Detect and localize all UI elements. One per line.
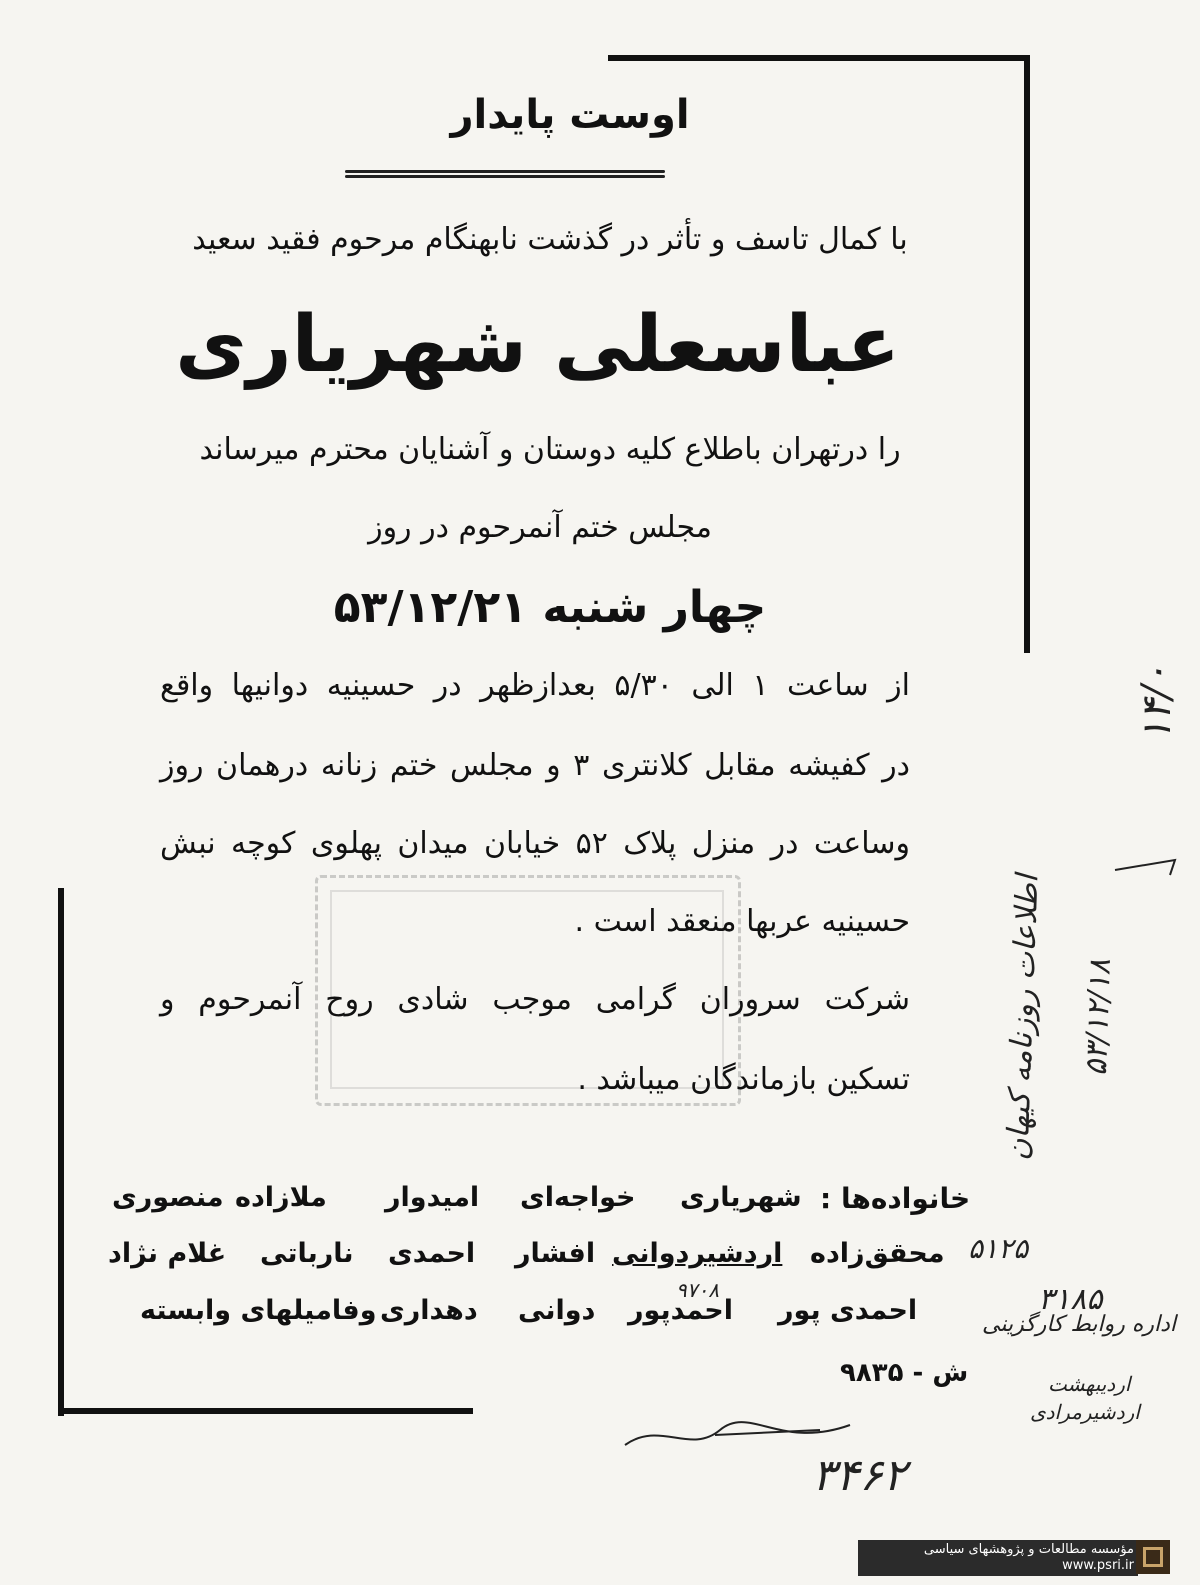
handwritten-scribble	[620, 1410, 860, 1460]
handwritten-number: ۹۷۰۸	[676, 1278, 719, 1302]
ad-code: ش - ۹۸۳۵	[840, 1358, 969, 1388]
handwritten-scribble	[1110, 840, 1180, 880]
family-name: غلام نژاد	[108, 1238, 227, 1269]
family-name: امیدوار	[385, 1182, 480, 1213]
frame-bottom-line	[58, 1408, 473, 1414]
handwritten-margin-number: ۱۴/۰	[1133, 664, 1180, 742]
deceased-name: عباسعلی شهریاری	[175, 300, 900, 390]
family-name: شهریاری	[680, 1182, 802, 1213]
body-line: از ساعت ۱ الی ۵/۳۰ بعدازظهر در حسینیه دوانیها واقع	[160, 668, 910, 703]
handwritten-date: ۵۳/۱۲/۱۸	[1078, 958, 1118, 1077]
notify-text: را درتهران باطلاع کلیه دوستان و آشنایان محترم میرساند	[199, 432, 901, 467]
family-name: منصوری	[112, 1182, 224, 1213]
family-name: محقق‌زاده	[810, 1238, 945, 1269]
handwritten-number: ۳۱۸۵	[1038, 1282, 1103, 1317]
institute-logo-icon	[1136, 1540, 1170, 1574]
handwritten-note: اطلاعات روزنامه کیهان	[1000, 874, 1046, 1161]
frame-top-line	[608, 55, 1030, 61]
handwritten-number: ۵۱۲۵	[968, 1232, 1029, 1265]
footer-institute: مؤسسه مطالعات و پژوهشهای سیاسی	[923, 1542, 1134, 1557]
intro-text: با کمال تاسف و تأثر در گذشت نابهنگام مرحوم فقید سعید	[192, 222, 908, 257]
family-name: دهداری	[380, 1295, 478, 1326]
family-name: احمدپور	[628, 1295, 734, 1326]
family-name: نارباتی	[260, 1238, 354, 1269]
family-name: دوانی	[518, 1295, 596, 1326]
handwritten-number: ۳۴۶۲	[812, 1450, 907, 1501]
handwritten-note: اردشیرمرادی	[1030, 1400, 1140, 1424]
body-line: وساعت در منزل پلاک ۵۲ خیابان میدان پهلوی کوچه نبش	[160, 826, 911, 861]
family-name: احمدی پور	[778, 1295, 918, 1326]
ornament-divider	[345, 168, 665, 178]
family-name: وفامیلهای وابسته	[140, 1295, 377, 1326]
footer-url: www.psri.ir	[1062, 1558, 1134, 1573]
body-line: در کفیشه مقابل کلانتری ۳ و مجلس ختم زنانه درهمان روز	[160, 748, 910, 783]
family-name: ملازاده	[235, 1182, 327, 1213]
family-name: خواجه‌ای	[520, 1182, 636, 1213]
family-name: احمدی	[388, 1238, 476, 1269]
frame-right-line	[1024, 55, 1030, 653]
memorial-intro: مجلس ختم آنمرحوم در روز	[368, 510, 712, 545]
closing-line: تسکین بازماندگان میباشد .	[577, 1062, 910, 1097]
family-name: اردشیردوانی	[612, 1238, 783, 1269]
memorial-date: چهار شنبه ۵۳/۱۲/۲۱	[333, 582, 767, 633]
handwritten-note: اداره روابط کارگزینی	[982, 1312, 1177, 1337]
handwritten-note: اردیبهشت	[1048, 1372, 1131, 1396]
frame-left-line	[58, 888, 64, 1416]
body-line: حسینیه عربها منعقد است .	[574, 904, 910, 939]
family-name: افشار	[515, 1238, 596, 1269]
heading: اوست پایدار	[450, 92, 690, 138]
closing-line: شرکت سروران گرامی موجب شادی روح آنمرحوم و	[160, 982, 910, 1017]
families-label: خانواده‌ها :	[820, 1182, 971, 1215]
footer-watermark	[858, 1540, 1138, 1576]
